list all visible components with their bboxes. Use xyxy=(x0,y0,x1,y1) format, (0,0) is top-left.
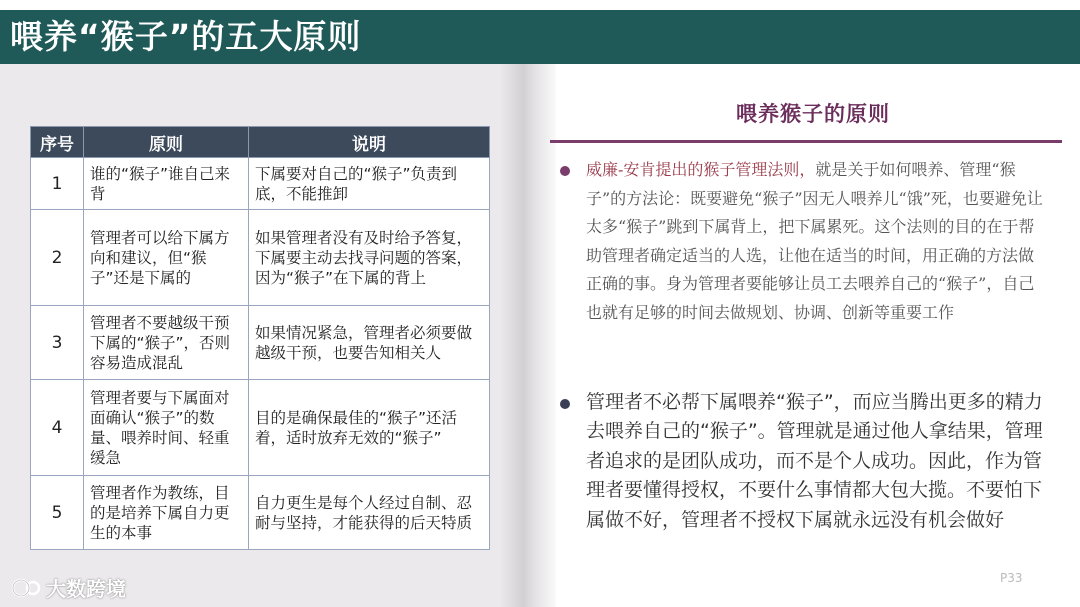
title-bar xyxy=(0,10,1080,64)
table-header-row xyxy=(31,127,490,158)
table-row xyxy=(31,476,490,550)
row-num: 3 xyxy=(31,306,84,380)
table-row xyxy=(31,380,490,476)
bullet-2 xyxy=(560,388,1045,535)
row-desc: 如果管理者没有及时给予答复，下属要主动去找寻问题的答案，因为“猴子”在下属的背上 xyxy=(249,210,490,306)
row-principle: 谁的“猴子”谁自己来背 xyxy=(84,158,249,210)
bullet-dot-icon xyxy=(560,166,570,176)
row-desc: 如果情况紧急，管理者必须要做越级干预，也要告知相关人 xyxy=(249,306,490,380)
header-desc: 说明 xyxy=(249,127,490,158)
bullet-1 xyxy=(560,156,1045,328)
row-num: 4 xyxy=(31,380,84,476)
watermark-text: 大数跨境 xyxy=(46,577,126,601)
heading-divider xyxy=(550,140,1062,143)
slide-title: 喂养“猴子”的五大原则 xyxy=(10,17,362,56)
row-principle: 管理者不要越级干预下属的“猴子”，否则容易造成混乱 xyxy=(84,306,249,380)
row-num: 5 xyxy=(31,476,84,550)
table-row xyxy=(31,210,490,306)
header-num: 序号 xyxy=(31,127,84,158)
page-number: P33 xyxy=(1000,571,1023,585)
row-desc: 自力更生是每个人经过自制、忍耐与坚持，才能获得的后天特质 xyxy=(249,476,490,550)
table-row xyxy=(31,158,490,210)
row-desc: 目的是确保最佳的“猴子”还活着，适时放弃无效的“猴子” xyxy=(249,380,490,476)
row-desc: 下属要对自己的“猴子”负责到底，不能推卸 xyxy=(249,158,490,210)
bullet-1-lead: 威廉-安肯提出的猴子管理法则， xyxy=(586,160,816,179)
watermark xyxy=(12,573,126,604)
row-principle: 管理者作为教练，目的是培养下属自力更生的本事 xyxy=(84,476,249,550)
bullet-1-rest: 就是关于如何喂养、管理“猴子”的方法论：既要避免“猴子”因无人喂养儿“饿”死，也要避免让太多“猴子”跳到下属背上，把下属累死。这个法则的目的在于帮助管理者确定适当的人选，让他在适当的时间，用正确的方法做正确的事。身为管理者要能够让员工去喂养自己的“猴子”，自己也就有足够的时间去做规划、协调、创新等重要工作 xyxy=(586,160,1043,322)
row-principle: 管理者要与下属面对面确认“猴子”的数量、喂养时间、轻重缓急 xyxy=(84,380,249,476)
row-num: 2 xyxy=(31,210,84,306)
right-heading: 喂养猴子的原则 xyxy=(736,102,890,126)
bullet-dot-icon xyxy=(560,399,570,409)
principles-table xyxy=(30,126,490,550)
book-spine xyxy=(500,64,556,607)
watermark-logo-icon xyxy=(12,577,42,604)
row-principle: 管理者可以给下属方向和建议，但“猴子”还是下属的 xyxy=(84,210,249,306)
bullet-2-text: 管理者不必帮下属喂养“猴子”，而应当腾出更多的精力去喂养自己的“猴子”。管理就是通过他人拿结果，管理者追求的是团队成功，而不是个人成功。因此，作为管理者要懂得授权，不要什么事情都大包大揽。不要怕下属做不好，管理者不授权下属就永远没有机会做好 xyxy=(586,391,1043,531)
table-row xyxy=(31,306,490,380)
row-num: 1 xyxy=(31,158,84,210)
header-principle: 原则 xyxy=(84,127,249,158)
bullet-1-text xyxy=(586,156,1045,328)
